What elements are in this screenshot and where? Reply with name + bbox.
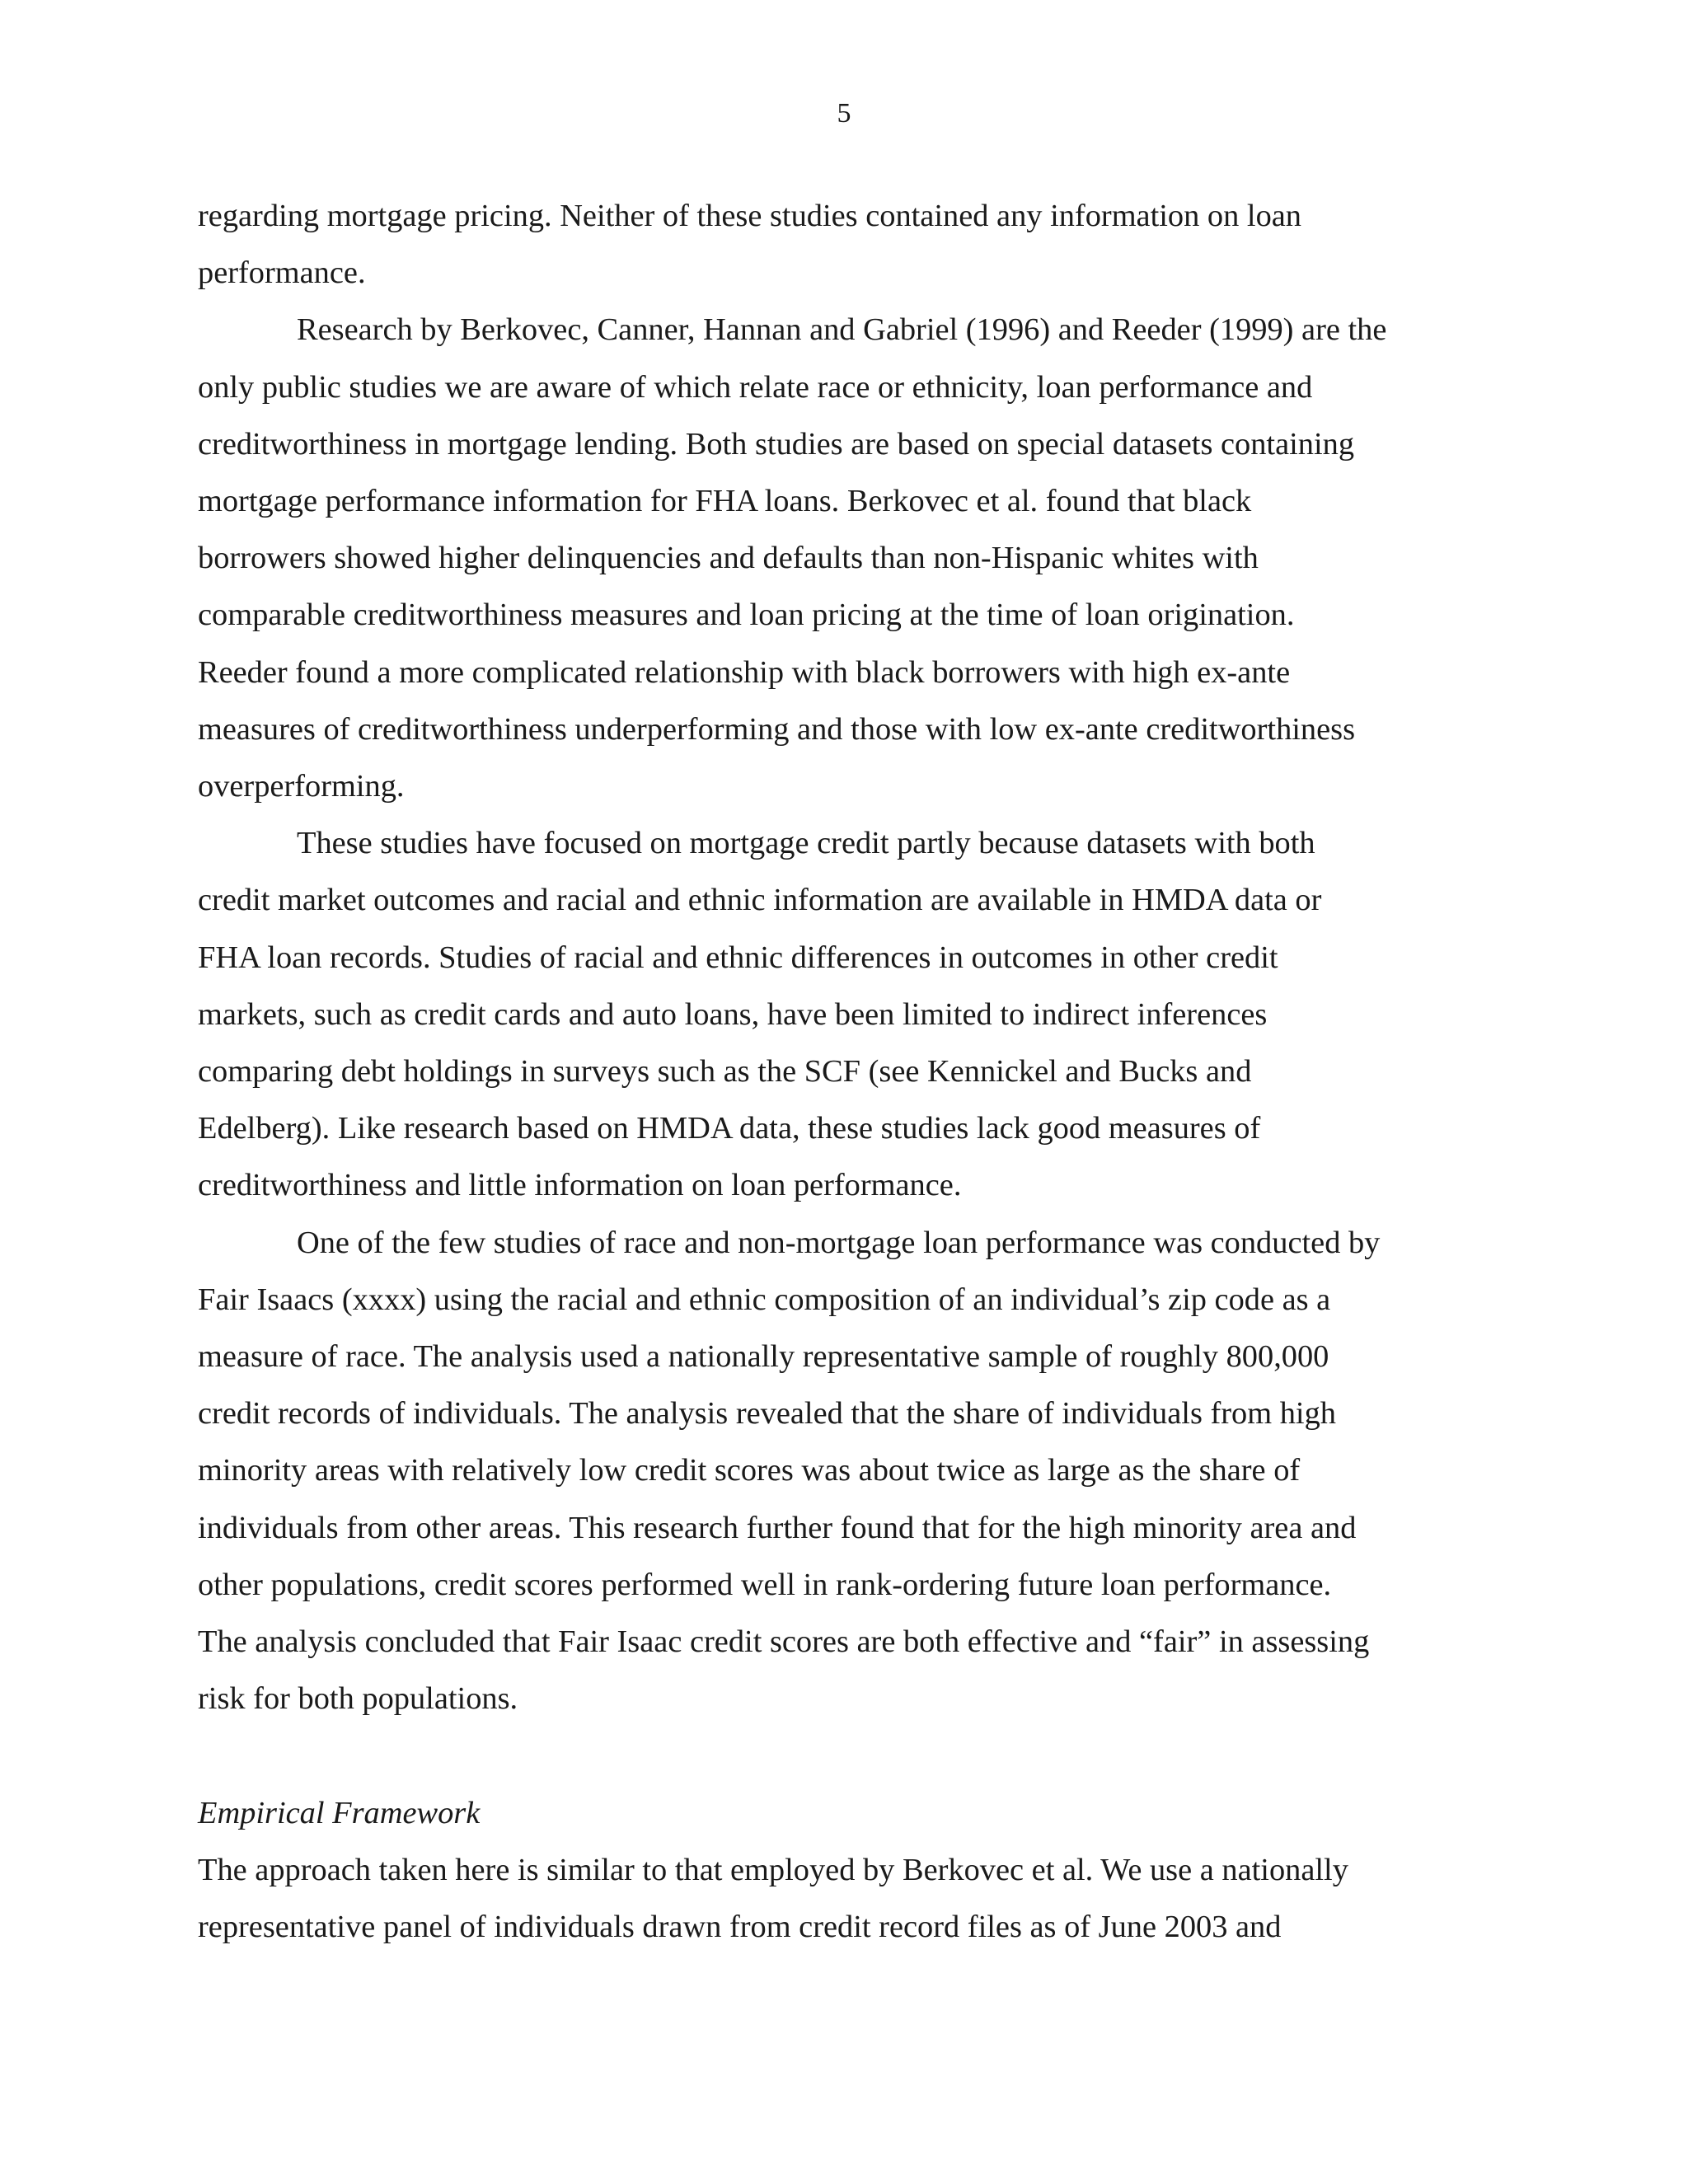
text-line: One of the few studies of race and non-mortgage loan performance was conducted by	[297, 1225, 1381, 1260]
text-line: risk for both populations.	[198, 1681, 518, 1717]
text-line: Edelberg). Like research based on HMDA data, these studies lack good measures of	[198, 1111, 1261, 1146]
text-line: creditworthiness and little information on loan performance.	[198, 1168, 962, 1203]
text-line: comparable creditworthiness measures and loan pricing at the time of loan origination.	[198, 598, 1295, 633]
paragraph-prior-studies	[198, 302, 1455, 815]
text-line: borrowers showed higher delinquencies and defaults than non-Hispanic whites with	[198, 541, 1259, 576]
text-line: individuals from other areas. This research further found that for the high minority area and	[198, 1510, 1357, 1545]
paragraph-mortgage-focus	[198, 815, 1455, 1214]
text-line: FHA loan records. Studies of racial and ethnic differences in outcomes in other credit	[198, 940, 1278, 975]
text-line: regarding mortgage pricing. Neither of these studies contained any information on loan	[198, 199, 1302, 233]
page-number: 5	[837, 98, 851, 129]
document-body	[198, 188, 1455, 1956]
paragraph-fair-isaac-study	[198, 1215, 1455, 1728]
text-line: other populations, credit scores performed well in rank-ordering future loan performance.	[198, 1567, 1332, 1602]
text-line: mortgage performance information for FHA loans. Berkovec et al. found that black	[198, 484, 1252, 519]
text-line: The analysis concluded that Fair Isaac credit scores are both effective and “fair” in assessing	[198, 1624, 1370, 1660]
text-line: minority areas with relatively low credit scores was about twice as large as the share of	[198, 1453, 1301, 1488]
text-line: Research by Berkovec, Canner, Hannan and Gabriel (1996) and Reeder (1999) are the	[297, 312, 1387, 348]
text-line: overperforming.	[198, 769, 405, 804]
text-line: representative panel of individuals drawn from credit record files as of June 2003 and	[198, 1910, 1282, 1945]
text-line: measures of creditworthiness underperforming and those with low ex-ante creditworthiness	[198, 711, 1356, 747]
text-line: The approach taken here is similar to that employed by Berkovec et al. We use a nationally	[198, 1852, 1348, 1887]
text-line: credit market outcomes and racial and ethnic information are available in HMDA data or	[198, 883, 1322, 918]
text-line: performance.	[198, 255, 366, 291]
paragraph-continuation	[198, 188, 1455, 302]
text-line: only public studies we are aware of which relate race or ethnicity, loan performance and	[198, 369, 1313, 405]
text-line: markets, such as credit cards and auto loans, have been limited to indirect inferences	[198, 996, 1268, 1032]
text-line: creditworthiness in mortgage lending. Both studies are based on special datasets containing	[198, 426, 1355, 462]
text-line: These studies have focused on mortgage credit partly because datasets with both	[297, 826, 1315, 861]
text-line: measure of race. The analysis used a nationally representative sample of roughly 800,000	[198, 1339, 1329, 1375]
section-heading: Empirical Framework	[198, 1795, 481, 1830]
text-line: Fair Isaacs (xxxx) using the racial and ethnic composition of an individual’s zip code as a	[198, 1282, 1331, 1317]
text-line: comparing debt holdings in surveys such as the SCF (see Kennickel and Bucks and	[198, 1054, 1252, 1090]
text-line: credit records of individuals. The analysis revealed that the share of individuals from high	[198, 1396, 1336, 1432]
paragraph-approach	[198, 1842, 1455, 1956]
text-line: Reeder found a more complicated relationship with black borrowers with high ex-ante	[198, 654, 1291, 690]
section-spacer	[198, 1727, 1455, 1784]
